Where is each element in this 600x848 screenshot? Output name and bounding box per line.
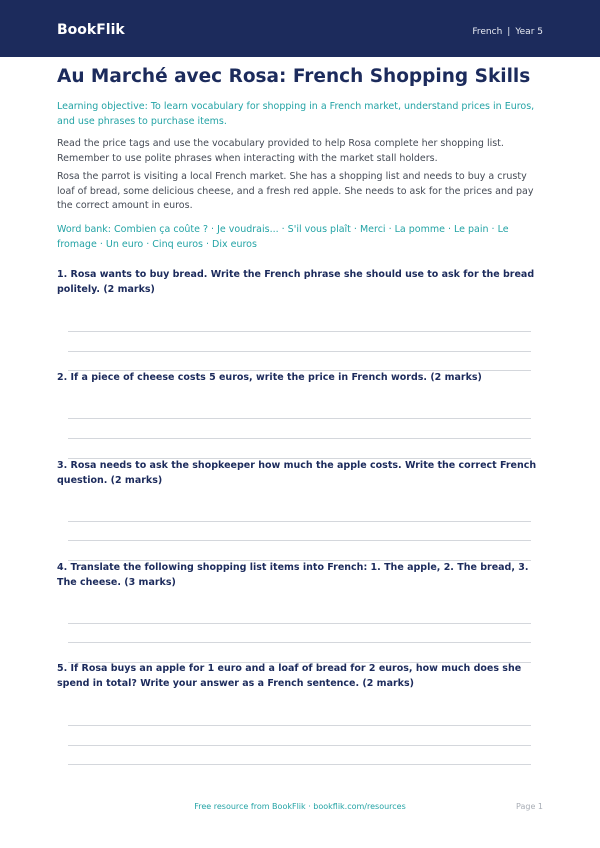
answer-line[interactable]	[68, 521, 531, 522]
answer-line[interactable]	[68, 623, 531, 624]
answer-line[interactable]	[68, 438, 531, 439]
question-2: 2. If a piece of cheese costs 5 euros, write the price in French words. (2 marks)	[57, 372, 482, 383]
answer-line[interactable]	[68, 351, 531, 352]
meta-separator: |	[507, 27, 511, 37]
answer-line[interactable]	[68, 418, 531, 419]
answer-line[interactable]	[68, 331, 531, 332]
subject-label: French	[472, 27, 503, 37]
story-text: Rosa the parrot is visiting a local French market. She has a shopping list and needs to buy a crusty loaf of bread, some delicious cheese, and a fresh red apple. She needs to ask for the prices and pay the correct amount in euros.	[57, 171, 534, 211]
footer-resource-link[interactable]: Free resource from BookFlik · bookflik.com/resources	[194, 802, 406, 811]
page-number: Page 1	[516, 802, 543, 811]
page-header	[0, 0, 600, 57]
answer-line[interactable]	[68, 540, 531, 541]
brand-logo-text: BookFlik	[57, 22, 125, 38]
question-4: 4. Translate the following shopping list items into French: 1. The apple, 2. The bread, 3. The cheese. (3 marks)	[57, 562, 529, 588]
learning-objective: Learning objective: To learn vocabulary for shopping in a French market, understand prices in Euros, and use phrases to purchase items.	[57, 101, 535, 127]
answer-line[interactable]	[68, 725, 531, 726]
question-5: 5. If Rosa buys an apple for 1 euro and a loaf of bread for 2 euros, how much does she spend in total? Write your answer as a French sentence. (2 marks)	[57, 663, 522, 689]
subject-year-label	[472, 27, 543, 37]
word-bank: Word bank: Combien ça coûte ? · Je voudrais... · S'il vous plaît · Merci · La pomme · Le pain · Le fromage · Un euro · Cinq euros · Dix euros	[57, 224, 509, 250]
year-label: Year 5	[515, 27, 543, 37]
instructions-text: Read the price tags and use the vocabulary provided to help Rosa complete her shopping list. Remember to use polite phrases when interacting with the market stall holders.	[57, 138, 504, 164]
question-3: 3. Rosa needs to ask the shopkeeper how much the apple costs. Write the correct French question. (2 marks)	[57, 460, 537, 486]
answer-line[interactable]	[68, 764, 531, 765]
answer-line[interactable]	[68, 642, 531, 643]
question-1: 1. Rosa wants to buy bread. Write the French phrase she should use to ask for the bread politely. (2 marks)	[57, 269, 535, 295]
page-title: Au Marché avec Rosa: French Shopping Skills	[57, 66, 531, 87]
answer-line[interactable]	[68, 745, 531, 746]
